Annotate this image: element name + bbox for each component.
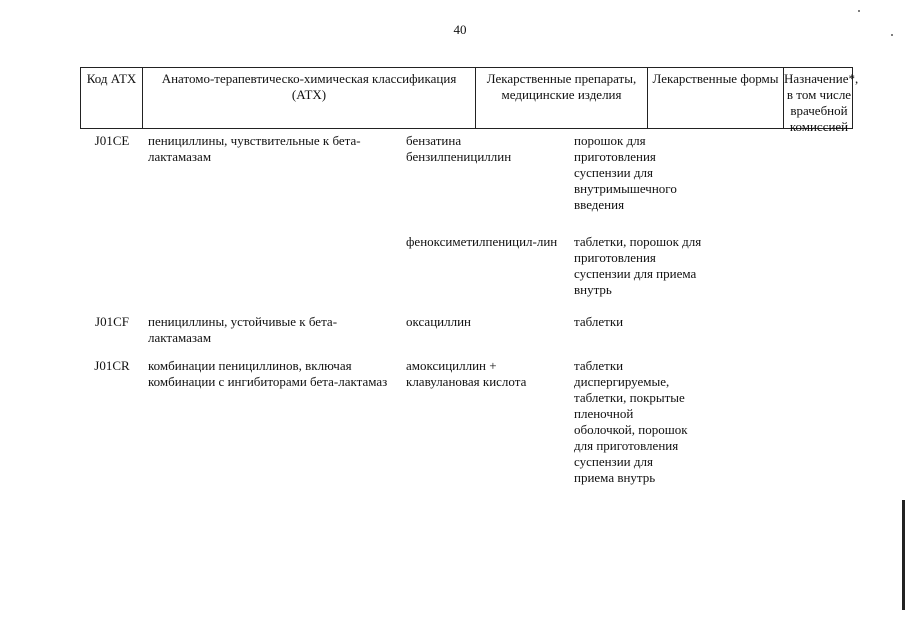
row-drug: амоксициллин + клавулановая кислота xyxy=(406,358,527,389)
row-atx: комбинации пенициллинов, включая комбинации с ингибиторами бета-лактамаз xyxy=(148,358,388,389)
scan-speck xyxy=(858,10,860,12)
row-drug: бензатина бензилпенициллин xyxy=(406,133,512,164)
row-code: J01CR xyxy=(94,358,130,373)
header-code: Код АТХ xyxy=(81,68,143,128)
header-purpose: Назначение*, в том числе врачебной комиссией xyxy=(784,71,859,134)
row-forms: таблетки xyxy=(574,314,624,329)
table-header xyxy=(80,67,859,134)
row-forms: таблетки, порошок для приготовления суспензии для приема внутрь xyxy=(574,234,702,297)
row-atx: пенициллины, устойчивые к бета-лактамазам xyxy=(148,314,338,345)
scan-speck xyxy=(891,34,893,36)
row-forms: таблетки диспергируемые, таблетки, покрытые пленочной оболочкой, порошок для приготовления суспензии для приема внутрь xyxy=(574,358,688,485)
header-drugs: Лекарственные препараты, медицинские изделия xyxy=(476,68,648,128)
row-forms: порошок для приготовления суспензии для внутримышечного введения xyxy=(574,133,677,212)
row-drug: оксациллин xyxy=(406,314,471,329)
page-number: 40 xyxy=(453,22,467,37)
header-forms: Лекарственные формы xyxy=(648,68,784,128)
header-atx: Анатомо-терапевтическо-химическая классификация (АТХ) xyxy=(143,68,476,128)
row-drug: феноксиметилпеницил-лин xyxy=(406,234,558,249)
row-code: J01CF xyxy=(95,314,129,329)
row-code: J01CE xyxy=(94,133,130,148)
row-atx: пенициллины, чувствительные к бета-лактамазам xyxy=(148,133,361,164)
